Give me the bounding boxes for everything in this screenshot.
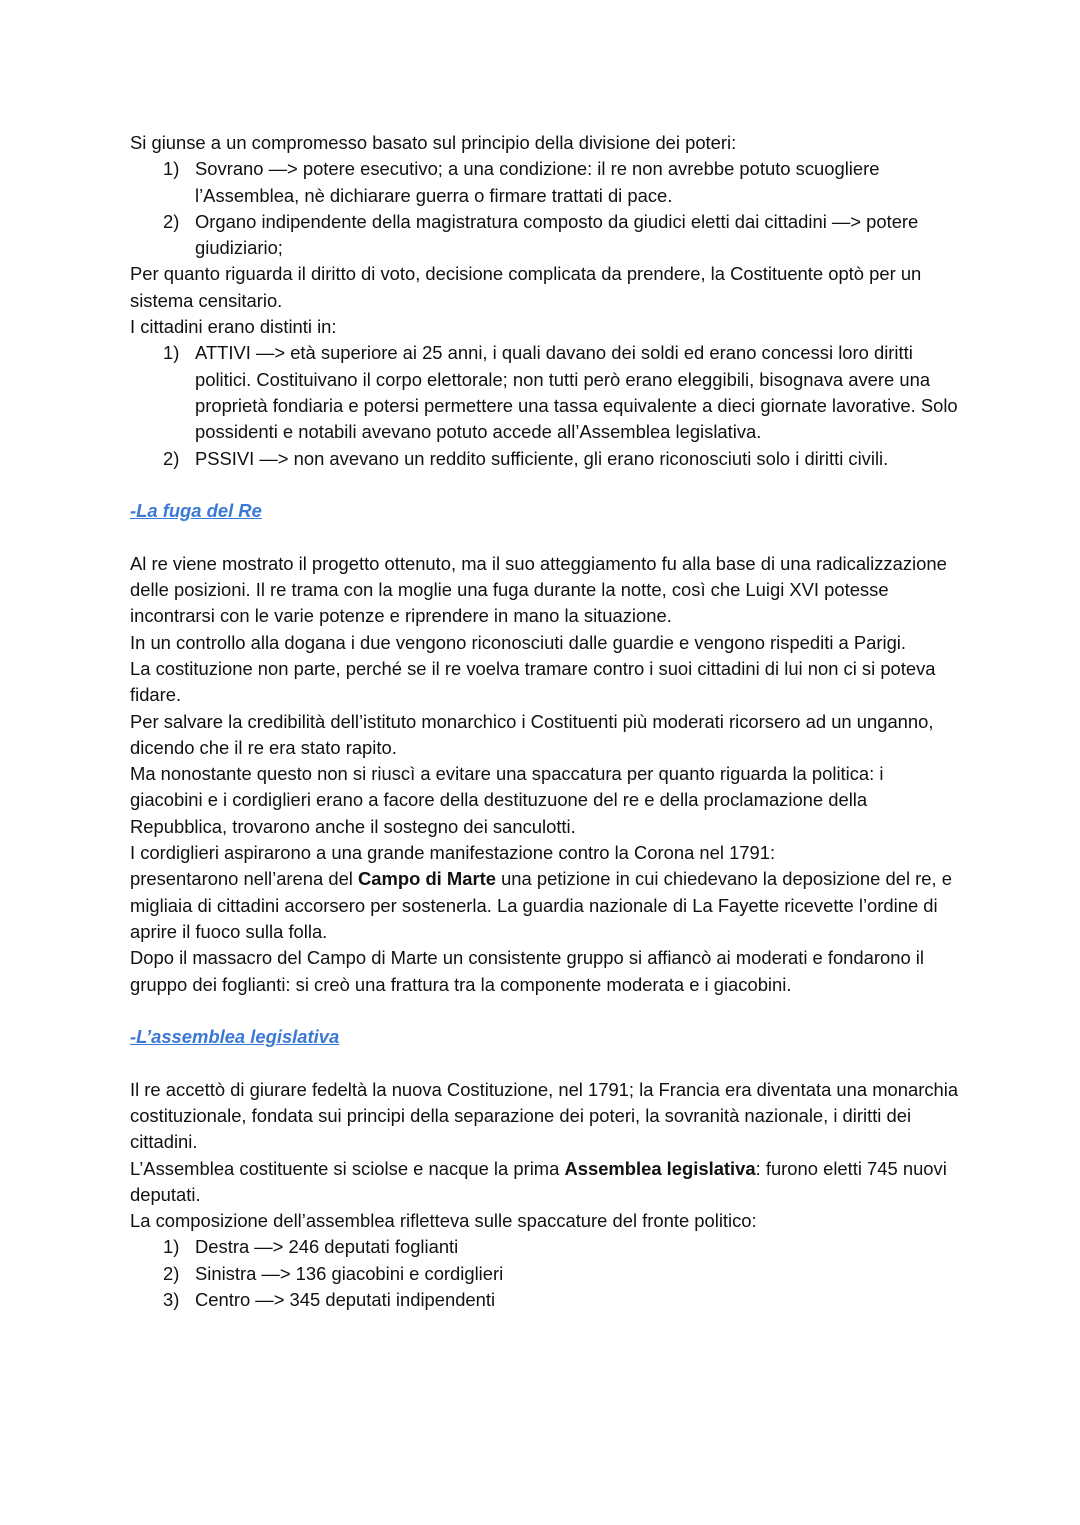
list-number: 3) bbox=[163, 1289, 180, 1311]
list-item bbox=[130, 1261, 960, 1287]
text-run: una petizione in cui chiedevano la deposizione del re, e migliaia di cittadini accorsero per sostenerla. La guardia nazionale di La Fayette ricevette l’ordine di aprire il fuoco sulla folla. bbox=[130, 868, 952, 942]
paragraph: La composizione dell’assemblea rifletteva sulle spaccature del fronte politico: bbox=[130, 1210, 757, 1232]
paragraph: La costituzione non parte, perché se il re voelva tramare contro i suoi cittadini di lui non ci si poteva fidare. bbox=[130, 657, 936, 706]
bold-term: Assemblea legislativa bbox=[564, 1157, 756, 1179]
list-item-text: Centro —> 345 deputati indipendenti bbox=[195, 1289, 496, 1311]
list-item bbox=[130, 446, 960, 472]
paragraph: Il re accettò di giurare fedeltà la nuova Costituzione, nel 1791; la Francia era diventata una monarchia costituzionale, fondata sui principi della separazione dei poteri, la sovranità nazionale, i diritti dei cittadini. bbox=[130, 1078, 959, 1153]
section-heading-fuga-del-re: -La fuga del Re bbox=[130, 500, 262, 522]
list-item-text: PSSIVI —> non avevano un reddito sufficiente, gli erano riconosciuti solo i diritti civili. bbox=[195, 447, 889, 469]
composition-list bbox=[130, 1234, 960, 1313]
list-number: 2) bbox=[163, 1262, 180, 1284]
bold-term: Campo di Marte bbox=[358, 868, 496, 890]
paragraph: Ma nonostante questo non si riuscì a evitare una spaccatura per quanto riguarda la politica: i giacobini e i cordiglieri erano a facore della destituzuone del re e della proclamazione della Repubblica, trovarono anche il sostegno dei sanculotti. bbox=[130, 763, 884, 837]
paragraph: Al re viene mostrato il progetto ottenuto, ma il suo atteggiamento fu alla base di una radicalizzazione delle posizioni. Il re trama con la moglie una fuga durante la notte, così che Luigi XVI potesse incontrarsi con le varie potenze e riprendere in mano la situazione. bbox=[130, 552, 947, 627]
list-item bbox=[130, 209, 960, 262]
section-heading-assemblea-legislativa: -L’assemblea legislativa bbox=[130, 1026, 340, 1048]
paragraph bbox=[130, 1156, 960, 1209]
list-item bbox=[130, 156, 960, 209]
list-item bbox=[130, 1234, 960, 1260]
list-item-text: ATTIVI —> età superiore ai 25 anni, i quali davano dei soldi ed erano concessi loro diritti politici. Costituivano il corpo elettorale; non tutti però erano eleggibili, bisognava avere una proprietà fondiaria e potersi permettere una tassa equivalente a dieci giornate lavorative. Solo possidenti e notabili avevano potuto accede all’Assemblea legislativa. bbox=[195, 342, 958, 443]
text-run: L’Assemblea costituente si sciolse e nacque la prima bbox=[130, 1157, 565, 1179]
list-number: 2) bbox=[163, 447, 180, 469]
list-item-text: Sovrano —> potere esecutivo; a una condizione: il re non avrebbe potuto scuogliere l’Assemblea, nè dichiarare guerra o firmare trattati di pace. bbox=[195, 158, 880, 206]
list-number: 1) bbox=[163, 1236, 180, 1258]
paragraph: Dopo il massacro del Campo di Marte un consistente gruppo si affiancò ai moderati e fondarono il gruppo dei foglianti: si creò una frattura tra la componente moderata e i giacobini. bbox=[130, 947, 924, 995]
vote-paragraph: Per quanto riguarda il diritto di voto, decisione complicata da prendere, la Costituente optò per un sistema censitario. bbox=[130, 263, 922, 311]
list-item-text: Destra —> 246 deputati foglianti bbox=[195, 1236, 459, 1258]
list-number: 2) bbox=[163, 210, 180, 232]
text-run: presentarono nell’arena del bbox=[130, 868, 358, 890]
document-page bbox=[130, 130, 960, 1313]
citizens-list bbox=[130, 340, 960, 471]
list-number: 1) bbox=[163, 342, 180, 364]
list-item-text: Sinistra —> 136 giacobini e cordiglieri bbox=[195, 1262, 504, 1284]
paragraph bbox=[130, 866, 960, 945]
list-number: 1) bbox=[163, 158, 180, 180]
list-item bbox=[130, 1287, 960, 1313]
citizens-intro: I cittadini erano distinti in: bbox=[130, 316, 337, 338]
text-run: : furono eletti 745 nuovi deputati. bbox=[130, 1157, 947, 1205]
paragraph: In un controllo alla dogana i due vengono riconosciuti dalle guardie e vengono rispediti a Parigi. bbox=[130, 631, 906, 653]
list-item bbox=[130, 340, 960, 445]
powers-list bbox=[130, 156, 960, 261]
paragraph: I cordiglieri aspirarono a una grande manifestazione contro la Corona nel 1791: bbox=[130, 842, 776, 864]
list-item-text: Organo indipendente della magistratura composto da giudici eletti dai cittadini —> potere giudiziario; bbox=[195, 210, 919, 259]
paragraph: Per salvare la credibilità dell’istituto monarchico i Costituenti più moderati ricorsero ad un unganno, dicendo che il re era stato rapito. bbox=[130, 710, 934, 758]
compromise-intro: Si giunse a un compromesso basato sul principio della divisione dei poteri: bbox=[130, 132, 737, 153]
